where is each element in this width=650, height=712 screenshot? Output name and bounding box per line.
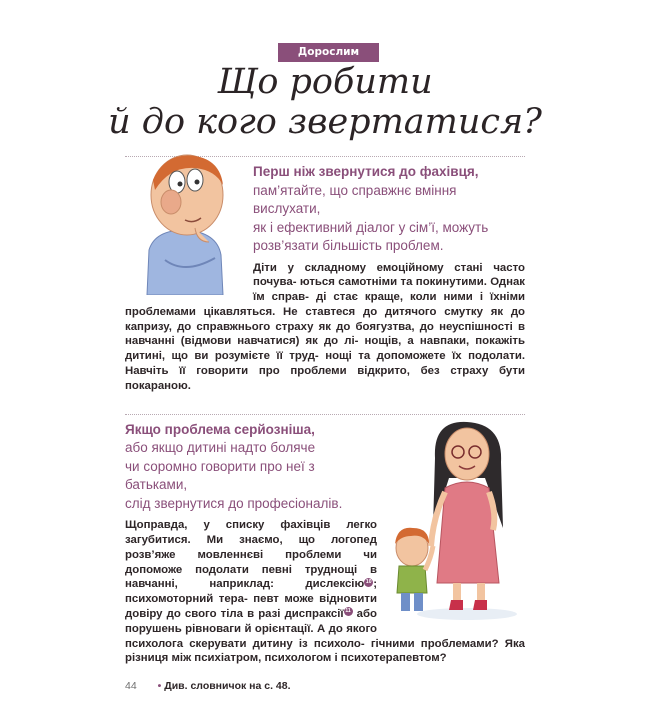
body-line: ді стає краще, коли ними і їхніми проблемами [125,291,525,318]
lead-line: або якщо дитині надто боляче [125,440,316,456]
lead-line: пам’ятайте, що справжнє вміння вислухати, [253,182,457,216]
body-line: нощів, а навпаки, покажіть дитині, що ви розумієте її труд- [125,335,525,363]
body-text: або порушень рівноваги й орієнтації. [125,607,378,635]
body-text: ; психомоторний тера- [125,578,377,606]
man-illustration [125,150,245,295]
section-1 [125,150,525,394]
footnote [158,680,291,692]
content-column [125,0,525,712]
lead-line: Якщо проблема серйозніша, [125,421,315,437]
page-title-line-1: Що робити [217,62,433,102]
body-line: Щоправда, у списку фахівців легко загубитися. Ми [125,519,377,546]
bullet-icon: • [157,680,162,693]
body-text: наприклад: дислексію [209,578,365,591]
page-number: 44 [125,680,137,693]
body-line: до капризу, до справжнього страху як до боягузтва, [125,305,525,333]
body-line: страху бути покараною. [125,365,525,392]
divider [125,414,525,415]
lead-line: чи соромно говорити про неї з батьками, [125,458,315,493]
body-line: чи допоможе подолати певні труднощі в навчанні, [125,548,377,591]
section-tag: Дорослим [278,43,379,62]
body-line: цікавляться. Не ставтеся до дитячого смутку як [203,305,504,318]
body-line: до неуспішності в навчанні (відмови навчатися) як до лі- [125,320,525,348]
footnote-text: Див. словничок на с. 48. [164,680,291,693]
body-line: психологом і психотерапевтом? [264,652,447,665]
footnote-marker: 11 [345,608,351,615]
lead-line: як і ефективний діалог у сім’ї, можуть [253,219,489,235]
body-line: нощі та допоможете їх подолати. Навчіть її говорити про проблеми відкрито, без [125,350,525,378]
body-line: гічними проблемами? Яка різниця між психіатром, [125,637,525,665]
body-text: диспраксії [284,607,344,620]
lead-line: розв’язати більшість проблем. [253,238,444,253]
page-footer [125,680,525,712]
body-line: А до якого психолога скерувати дитину із психоло- [125,622,377,650]
body-line: знаємо, що логопед розв’яже мовленнєві проблеми [125,533,377,561]
page-title-line-2: й до кого звертатися? [108,102,542,142]
section-2 [125,408,525,666]
body-line: ються самотніми та покинутими. Однак їм справ- [253,276,525,304]
lead-line: слід звернутися до професіоналів. [125,495,343,511]
footnote-marker: 10 [365,578,372,585]
body-line: Діти у складному емоційному стані часто почува- [253,261,525,289]
lead-line: Перш ніж звернутися до фахівця, [253,164,479,179]
body-line: певт може відновити довіру до свого тіла в разі [125,593,378,620]
woman-child-illustration [385,418,525,628]
